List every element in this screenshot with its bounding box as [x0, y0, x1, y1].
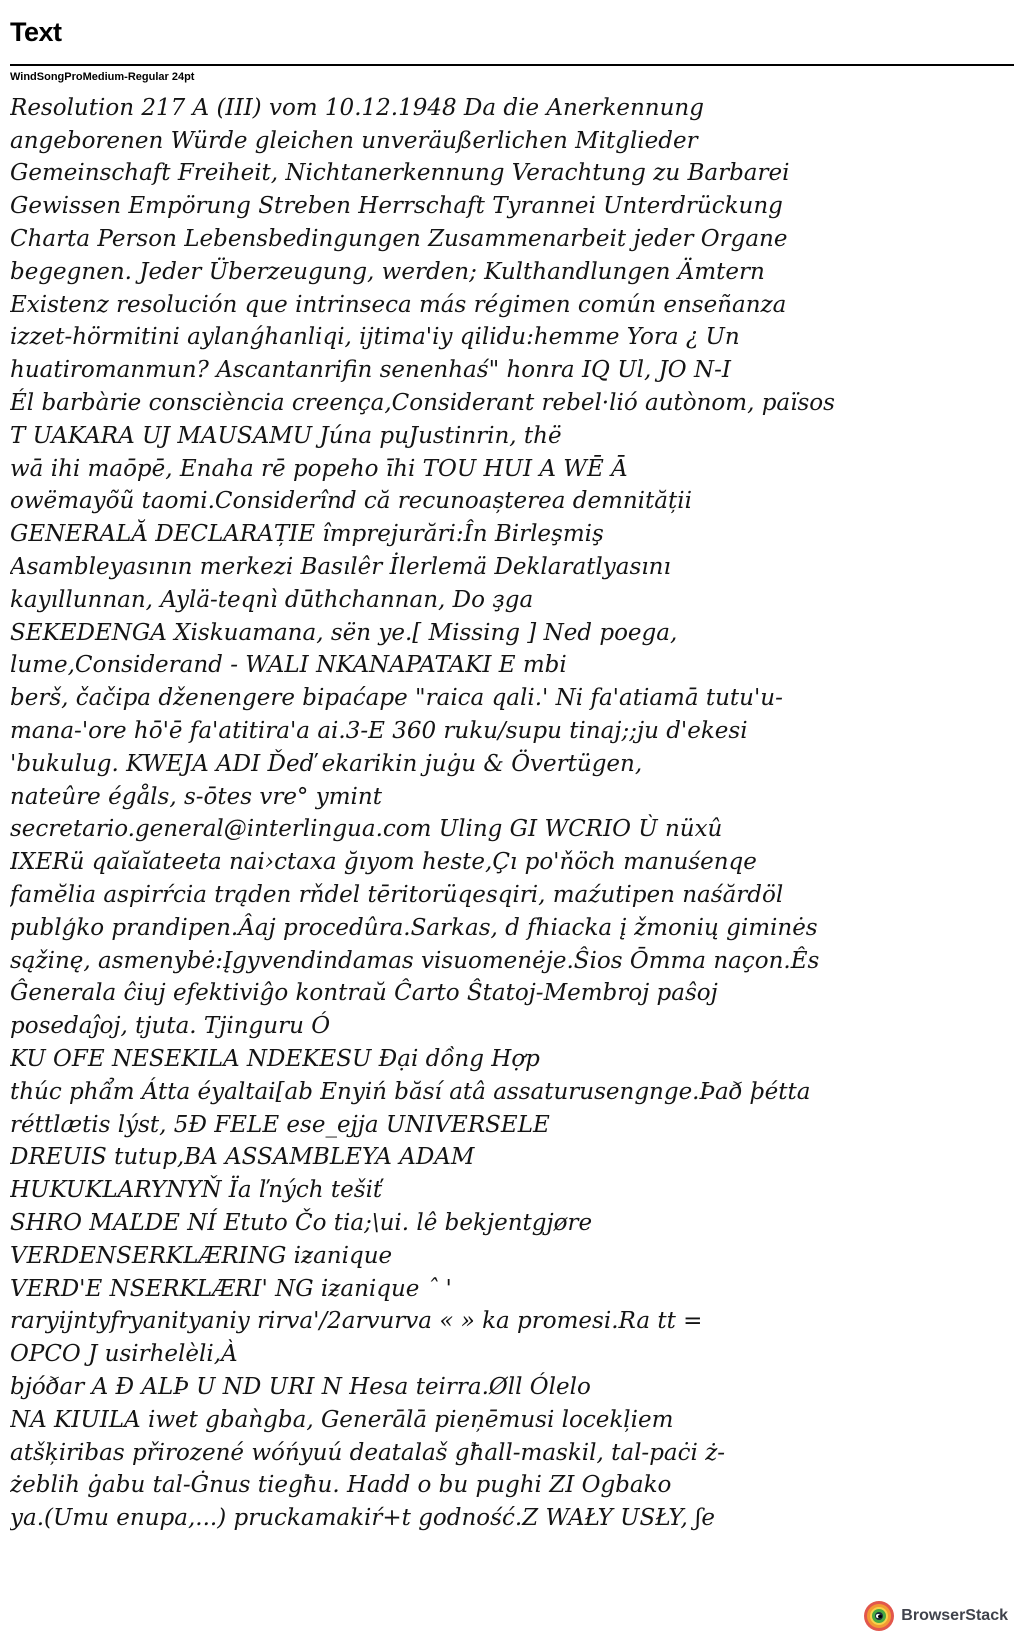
sample-text-line: 'bukulug. KWEJA ADI Ďeď ekarikin juġu & Övertügen,: [10, 750, 643, 777]
sample-text-line: begegnen. Jeder Überzeugung, werden; Kulthandlungen Ämtern: [10, 258, 765, 285]
page-title: Text: [10, 17, 62, 47]
sample-text-line: réttlætis lýst, 5Ð FELE ese_ejja UNIVERSELE: [10, 1111, 550, 1138]
sample-text-line: IXERü qaĭaĭateeta nai›ctaxa ğıyom heste,Çı po'ňöch manuśenqe: [10, 849, 757, 876]
sample-text-line: OPCO J usirhelèli,À: [10, 1341, 238, 1368]
sample-text-line: berš, čačipa dženengere bipaćape "raica qali.' Ni fa'atiamā tutu'u-: [10, 685, 783, 712]
sample-text-line: KU OFE NESEKILA NDEKESU Đại dồng Hợp: [10, 1045, 540, 1072]
sample-text-line: huatiromanmun? Ascantanrifin senenhaś" honra IQ Ul, JO N-I: [10, 357, 731, 384]
sample-text-line: GENERALĂ DECLARAȚIE împrejurări:În Birleşmiş: [10, 521, 604, 548]
sample-text-line: owëmayõũ taomi.Considerînd că recunoașterea demnității: [10, 488, 692, 515]
font-name-label: WindSongProMedium-Regular 24pt: [10, 70, 195, 83]
sample-text-line: lume,Considerand - WALI NKANAPATAKI E mbi: [10, 652, 567, 679]
sample-text-line: Asambleyasının merkezi Basılêr İlerlemä Deklaratlyasını: [10, 554, 671, 581]
sample-text-line: kayıllunnan, Aylä-teqnì dūthchannan, Do ҙga: [10, 586, 534, 613]
sample-text-line: HUKUKLARYNYŇ Ïa ľných tešiť: [10, 1177, 383, 1204]
browserstack-brand-text: BrowserStack: [901, 1607, 1008, 1624]
font-sample-text: [10, 92, 1014, 1535]
sample-text-line: T UAKARA UJ MAUSAMU Júna puJustinrin, thë: [10, 422, 562, 449]
sample-text-line: Resolution 217 A (III) vom 10.12.1948 Da die Anerkennung: [10, 94, 704, 121]
browserstack-logo-icon: [864, 1601, 894, 1631]
sample-text-line: Él barbàrie consciència creença,Considerant rebel·lió autònom, països: [10, 390, 835, 417]
sample-text-line: famĕlia aspirŕcia trąden rňdel tēritorüqesqiri, maźutipen naśărdöl: [10, 882, 784, 908]
sample-text-line: SHRO MAĽDE NÍ Etuto Čo tia;\ui. lê bekjentgjøre: [10, 1209, 593, 1236]
sample-text-line: sąžinę, asmenybė:Įgyvendindamas visuomenėje.Ŝios Ōmma naçon.Ês: [10, 947, 820, 974]
sample-text-line: raryijntyfryanityaniy rirva'/2arvurva « » ka promesi.Ra tt =: [10, 1308, 703, 1335]
sample-text-line: publģko prandipen.Âaj procedûra.Sarkas, d fhiacka į žmonių giminės: [10, 914, 818, 941]
sample-text-line: mana-'ore hō'ē fa'atitira'a ai.3-E 360 ruku/supu tinaj;;ju d'ekesi: [10, 718, 748, 745]
sample-text-line: żeblih ġabu tal-Ġnus tiegħu. Hadd o bu pughi ZI Ogbako: [10, 1472, 672, 1499]
sample-text-line: angeborenen Würde gleichen unveräußerlichen Mitglieder: [10, 127, 698, 154]
sample-text-line: wā ihi maōpē, Enaha rē popeho īhi TOU HUI A WĒ Ā: [10, 455, 628, 482]
browserstack-watermark: [864, 1601, 1008, 1631]
sample-text-line: atšķiribas přirozené wóńyuú deatalaš għall-maskil, tal-paċi ż-: [10, 1439, 726, 1466]
sample-text-line: izzet-hörmitini aylanǵhanliqi, ijtima'iy qilidu:hemme Yora ¿ Un: [10, 324, 740, 351]
sample-text-line: Ĝenerala ĉiuj efektiviĝo kontraŭ Ĉarto Ŝtatoj-Membroj paŝoj: [10, 980, 718, 1007]
sample-text-line: Charta Person Lebensbedingungen Zusammenarbeit jeder Organe: [10, 226, 788, 253]
sample-text-line: posedaĵoj, tjuta. Tjinguru Ó: [10, 1013, 331, 1040]
sample-text-line: SEKEDENGA Xiskuamana, sën ye.[ Missing ] Ned poega,: [10, 619, 678, 646]
sample-text-line: Gemeinschaft Freiheit, Nichtanerkennung Verachtung zu Barbarei: [10, 160, 790, 187]
sample-text-line: secretario.general@interlingua.com Uling GI WCRIO Ù nüxû: [10, 816, 723, 843]
logo-eye-pupil: [878, 1615, 882, 1619]
sample-text-line: ya.(Umu enupa,...) pruckamakiŕ+t godność.Z WAŁY USŁY, ʃe: [10, 1505, 716, 1532]
sample-text-line: Gewissen Empörung Streben Herrschaft Tyrannei Unterdrückung: [10, 193, 783, 220]
sample-text-line: NA KIUILA iwet gbaǹgba, Generālā pieņēmusi locekļiem: [10, 1406, 674, 1433]
sample-text-line: VERDENSERKLÆRING iƶanique: [10, 1242, 393, 1269]
sample-text-line: VERD'E NSERKLÆRI' NG iƶanique ˆ ': [10, 1275, 452, 1302]
header-divider: [10, 64, 1014, 66]
sample-text-line: Existenz resolución que intrinseca más régimen común enseñanza: [10, 291, 787, 318]
sample-text-line: DREUIS tutup,BA ASSAMBLEYA ADAM: [10, 1144, 475, 1171]
sample-text-line: nateûre égåls, s-ōtes vre° ymint: [10, 783, 382, 810]
sample-text-line: bjóðar A Đ ALÞ U ND URI N Hesa teirra.Øll Ólelo: [10, 1373, 591, 1400]
sample-text-line: thúc phẩm Átta éyaltai[ab Enyiń băsí atâ assaturusengnge.Það þétta: [10, 1078, 811, 1105]
